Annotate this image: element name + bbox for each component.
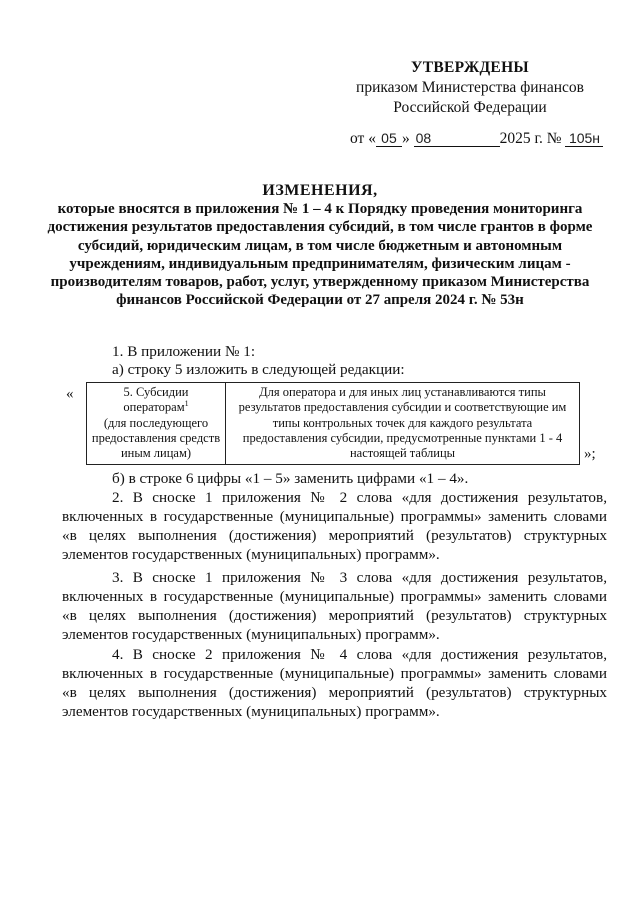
item-1: 1. В приложении № 1: — [112, 343, 256, 360]
approval-heading: УТВЕРЖДЕНЫ — [411, 59, 529, 76]
order-year: 2025 г. № — [499, 130, 562, 147]
order-number: 105н — [565, 130, 603, 147]
item-3: 3. В сноске 1 приложения № 3 слова «для достижения результатов, включенных в государственные (муниципальные) программы» заменить словами «в целях выполнения (достижения) мероприятий (результатов) структурных элементов государственных (муниципальных) программ». — [62, 569, 607, 643]
table-cell-description: Для оператора и для иных лиц устанавливаются типы результатов предоставления субсидии и соответствующие им типы контрольных точек для каждого результата предоставления субсидии, предусмотренные пунктами 1 - 4 настоящей таблицы — [226, 383, 580, 465]
order-date-line — [350, 130, 603, 148]
table-cell-subsidy — [87, 383, 226, 465]
table-quote-close: »; — [584, 446, 596, 462]
document-title — [40, 182, 600, 309]
approval-line-1: приказом Министерства финансов — [356, 79, 584, 96]
order-day-close: » — [401, 130, 410, 147]
order-day: 05 — [376, 130, 402, 147]
order-month: 08 — [414, 130, 500, 147]
item-1a: а) строку 5 изложить в следующей редакции: — [112, 361, 405, 378]
cell-subsidy-main: 5. Субсидии операторам — [123, 385, 189, 415]
item-1b: б) в строке 6 цифры «1 – 5» заменить цифрами «1 – 4». — [112, 470, 469, 487]
cell-subsidy-rest: (для последующего предоставления средств иным лицам) — [91, 415, 221, 461]
approval-line-2: Российской Федерации — [393, 99, 547, 116]
title-body: которые вносятся в приложения № 1 – 4 к Порядку проведения мониторинга достижения результатов предоставления субсидий, в том числе грантов в форме субсидий, юридическим лицам, в том числе бюджетным и автономным учреждениям, индивидуальным предпринимателям, физическим лицам - производителям товаров, работ, услуг, утвержденному приказом Министерства финансов Российской Федерации от 27 апреля 2024 г. № 53н — [47, 201, 593, 309]
table-row — [87, 383, 580, 465]
footnote-mark: 1 — [184, 399, 189, 409]
approval-block — [345, 58, 595, 118]
title-heading: ИЗМЕНЕНИЯ, — [262, 182, 378, 199]
item-2: 2. В сноске 1 приложения № 2 слова «для достижения результатов, включенных в государственные (муниципальные) программы» заменить словами «в целях выполнения (достижения) мероприятий (результатов) структурных элементов государственных (муниципальных) программ». — [62, 489, 607, 563]
replacement-table — [86, 382, 580, 465]
order-prefix: от « — [350, 130, 376, 147]
table-quote-open: « — [66, 386, 74, 402]
item-4: 4. В сноске 2 приложения № 4 слова «для достижения результатов, включенных в государственные (муниципальные) программы» заменить словами «в целях выполнения (достижения) мероприятий (результатов) структурных элементов государственных (муниципальных) программ». — [62, 646, 607, 720]
